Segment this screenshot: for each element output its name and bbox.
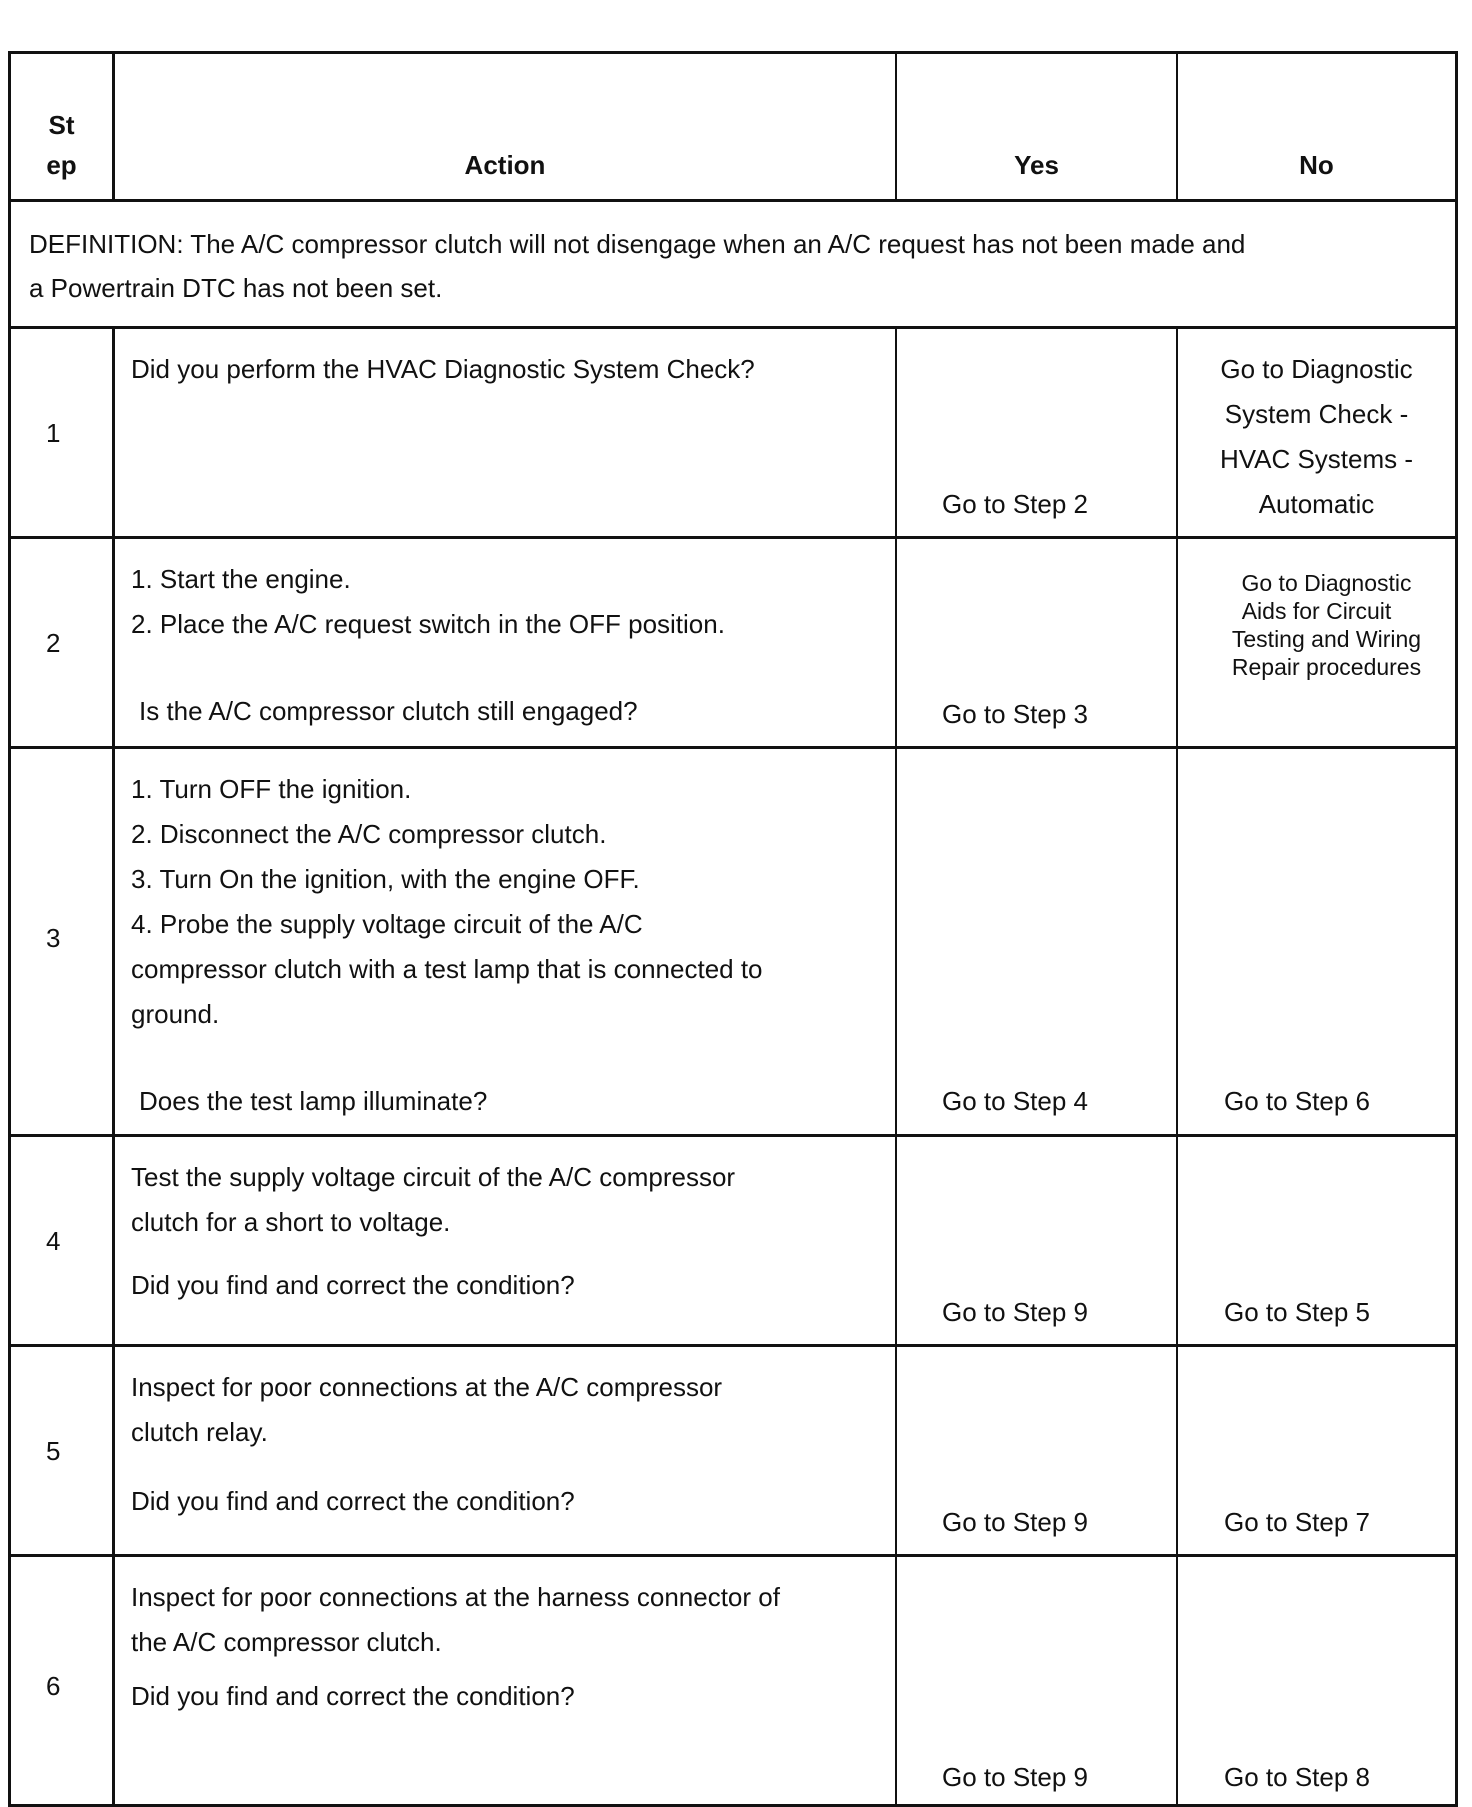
header-no: No [1299, 150, 1334, 180]
step-cell [11, 1137, 115, 1344]
action-line: 3. Turn On the ignition, with the engine OFF. [131, 864, 640, 894]
step-number: 5 [46, 1436, 61, 1466]
step-number: 2 [46, 628, 61, 658]
step-cell [11, 329, 115, 536]
step-number: 6 [46, 1671, 61, 1701]
action-cell [115, 329, 897, 536]
action-question: Is the A/C compressor clutch still engaged? [139, 696, 638, 726]
table-row-step-3 [11, 749, 1455, 1137]
step-number: 3 [46, 923, 61, 953]
yes-result: Go to Step 3 [942, 699, 1088, 729]
action-line: 1. Start the engine. [131, 564, 351, 594]
header-action: Action [464, 150, 546, 180]
header-no-cell [1178, 54, 1455, 199]
header-yes: Yes [1014, 150, 1059, 180]
no-cell [1178, 1557, 1455, 1807]
yes-result: Go to Step 9 [942, 1297, 1088, 1327]
step-number: 4 [46, 1226, 61, 1256]
yes-result: Go to Step 4 [942, 1086, 1088, 1116]
action-line: 1. Turn OFF the ignition. [131, 774, 412, 804]
action-line: 2. Disconnect the A/C compressor clutch. [131, 819, 607, 849]
definition-line-1: DEFINITION: The A/C compressor clutch will not disengage when an A/C request has not been made and [29, 229, 1246, 259]
no-result-line: Automatic [1258, 489, 1375, 519]
no-cell [1178, 329, 1455, 536]
action-line: the A/C compressor clutch. [131, 1627, 442, 1657]
yes-cell [897, 1557, 1178, 1807]
no-result-line: Repair procedures [1231, 654, 1422, 680]
yes-cell [897, 1137, 1178, 1344]
no-cell [1178, 1137, 1455, 1344]
action-line: Test the supply voltage circuit of the A/C compressor [131, 1162, 736, 1192]
action-cell [115, 539, 897, 746]
step-cell [11, 539, 115, 746]
action-line: 4. Probe the supply voltage circuit of the A/C [131, 909, 643, 939]
no-result-line: System Check - [1224, 399, 1409, 429]
table-row-step-2 [11, 539, 1455, 749]
action-line: Inspect for poor connections at the harness connector of [131, 1582, 780, 1612]
no-result-line: HVAC Systems - [1219, 444, 1414, 474]
header-step-line2: ep [46, 150, 77, 180]
no-result: Go to Step 5 [1224, 1297, 1370, 1327]
yes-result: Go to Step 2 [942, 489, 1088, 519]
step-cell [11, 1347, 115, 1554]
action-line: Did you perform the HVAC Diagnostic System Check? [131, 354, 755, 384]
action-line: compressor clutch with a test lamp that is connected to [131, 954, 763, 984]
action-line: clutch relay. [131, 1417, 268, 1447]
definition-row [11, 202, 1455, 329]
table-header-row [11, 54, 1455, 202]
table-row-step-1 [11, 329, 1455, 539]
action-line: clutch for a short to voltage. [131, 1207, 451, 1237]
action-question: Did you find and correct the condition? [131, 1486, 575, 1516]
yes-cell [897, 329, 1178, 536]
yes-cell [897, 749, 1178, 1134]
no-result-line: Aids for Circuit [1241, 598, 1392, 624]
no-result-line: Testing and Wiring [1231, 626, 1422, 652]
yes-cell [897, 539, 1178, 746]
action-question: Did you find and correct the condition? [131, 1681, 575, 1711]
action-line: Inspect for poor connections at the A/C compressor [131, 1372, 723, 1402]
no-result-line: Go to Diagnostic [1220, 354, 1413, 384]
no-result: Go to Step 6 [1224, 1086, 1370, 1116]
step-cell [11, 1557, 115, 1807]
diagnostic-table [8, 51, 1458, 1807]
header-step-line1: St [48, 110, 75, 140]
no-cell [1178, 1347, 1455, 1554]
no-result: Go to Step 7 [1224, 1507, 1370, 1537]
yes-result: Go to Step 9 [942, 1507, 1088, 1537]
action-cell [115, 1347, 897, 1554]
yes-result: Go to Step 9 [942, 1762, 1088, 1792]
yes-cell [897, 1347, 1178, 1554]
header-yes-cell [897, 54, 1178, 199]
action-question: Does the test lamp illuminate? [139, 1086, 488, 1116]
action-cell [115, 1137, 897, 1344]
no-result-line: Go to Diagnostic [1241, 570, 1412, 596]
table-row-step-6 [11, 1557, 1455, 1807]
action-line: 2. Place the A/C request switch in the OFF position. [131, 609, 725, 639]
no-cell [1178, 539, 1455, 746]
action-question: Did you find and correct the condition? [131, 1270, 575, 1300]
no-cell [1178, 749, 1455, 1134]
action-cell [115, 749, 897, 1134]
action-line: ground. [131, 999, 220, 1029]
no-result: Go to Step 8 [1224, 1762, 1370, 1792]
header-step-cell [11, 54, 115, 199]
step-cell [11, 749, 115, 1134]
definition-line-2: a Powertrain DTC has not been set. [29, 273, 443, 303]
action-cell [115, 1557, 897, 1807]
header-action-cell [115, 54, 897, 199]
table-row-step-5 [11, 1347, 1455, 1557]
table-row-step-4 [11, 1137, 1455, 1347]
step-number: 1 [46, 418, 61, 448]
